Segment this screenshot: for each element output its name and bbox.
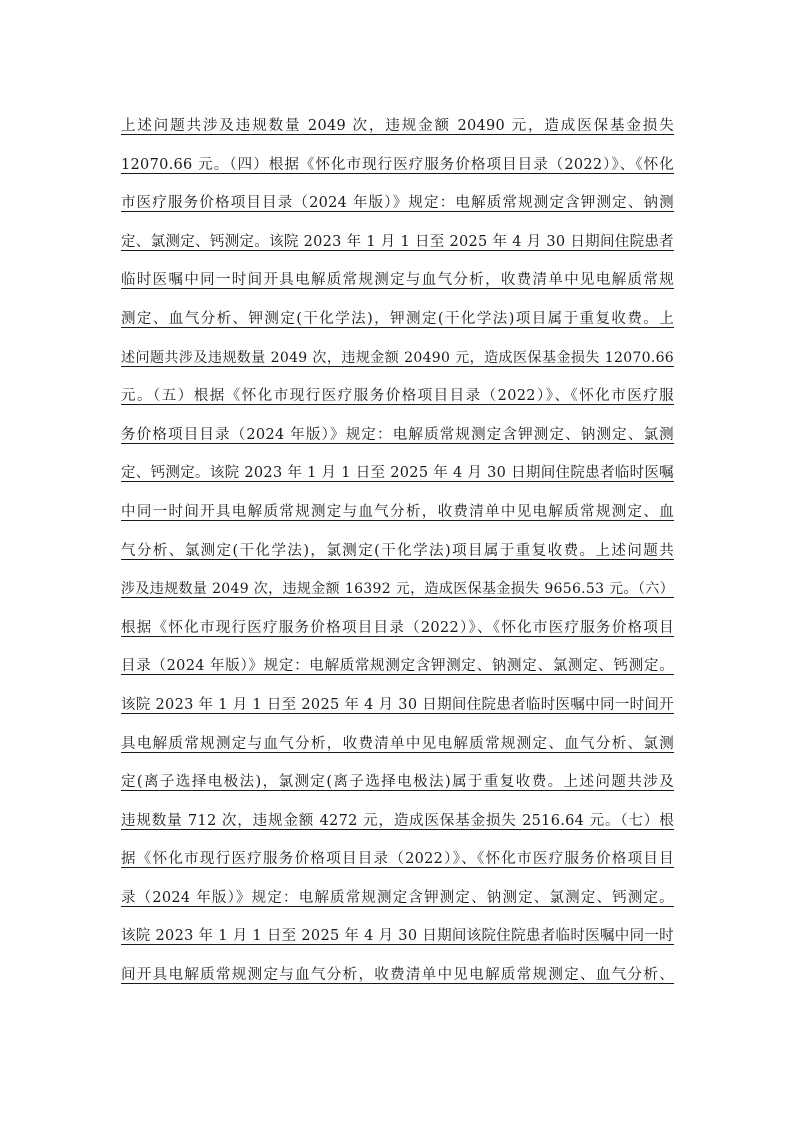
text-line: 定、钙测定。该院 2023 年 1 月 1 日至 2025 年 4 月 30 日期间住院患者临时医嘱: [121, 465, 674, 482]
text-line: 临时医嘱中同一时间开具电解质常规测定与血气分析，收费清单中见电解质常规: [121, 272, 674, 289]
text-line: 务价格项目目录（2024 年版）》规定：电解质常规测定含钾测定、钠测定、氯测: [121, 426, 674, 443]
text-line: 元。（五）根据《怀化市现行医疗服务价格项目目录（2022）》、《怀化市医疗服: [121, 388, 674, 405]
text-line: 该院 2023 年 1 月 1 日至 2025 年 4 月 30 日期间该院住院患者临时医嘱中同一时: [121, 928, 674, 945]
text-line: 违规数量 712 次，违规金额 4272 元，造成医保基金损失 2516.64 元。（七）根: [121, 812, 674, 829]
text-line: 录（2024 年版）》规定：电解质常规测定含钾测定、钠测定、氯测定、钙测定。: [121, 889, 674, 906]
text-line: 涉及违规数量 2049 次，违规金额 16392 元，造成医保基金损失 9656.53 元。（六）: [121, 581, 674, 598]
text-line: 上述问题共涉及违规数量 2049 次，违规金额 20490 元，造成医保基金损失: [121, 118, 674, 134]
text-line: 定(离子选择电极法)，氯测定(离子选择电极法)属于重复收费。上述问题共涉及: [121, 774, 674, 791]
text-line: 气分析、氯测定(干化学法)，氯测定(干化学法)项目属于重复收费。上述问题共: [121, 542, 674, 559]
text-line: 述问题共涉及违规数量 2049 次，违规金额 20490 元，造成医保基金损失 12070.66: [121, 349, 674, 366]
text-line: 定、氯测定、钙测定。该院 2023 年 1 月 1 日至 2025 年 4 月 30 日期间住院患者: [121, 233, 674, 250]
text-line: 市医疗服务价格项目目录（2024 年版）》规定：电解质常规测定含钾测定、钠测: [121, 195, 674, 212]
text-line: 据《怀化市现行医疗服务价格项目目录（2022）》、《怀化市医疗服务价格项目目: [121, 851, 674, 868]
text-line: 中同一时间开具电解质常规测定与血气分析，收费清单中见电解质常规测定、血: [121, 503, 674, 520]
text-line: 12070.66 元。（四）根据《怀化市现行医疗服务价格项目目录（2022）》、《怀化: [121, 156, 674, 173]
text-line: 目录（2024 年版）》规定：电解质常规测定含钾测定、钠测定、氯测定、钙测定。: [121, 658, 674, 675]
text-line: 测定、血气分析、钾测定(干化学法)，钾测定(干化学法)项目属于重复收费。上: [121, 310, 674, 327]
text-line: 间开具电解质常规测定与血气分析，收费清单中见电解质常规测定、血气分析、: [121, 967, 674, 984]
text-line: 根据《怀化市现行医疗服务价格项目目录（2022）》、《怀化市医疗服务价格项目: [121, 619, 674, 636]
text-line: 该院 2023 年 1 月 1 日至 2025 年 4 月 30 日期间住院患者临时医嘱中同一时间开: [121, 696, 674, 713]
text-line: 具电解质常规测定与血气分析，收费清单中见电解质常规测定、血气分析、氯测: [121, 735, 674, 752]
document-body: [121, 107, 674, 995]
